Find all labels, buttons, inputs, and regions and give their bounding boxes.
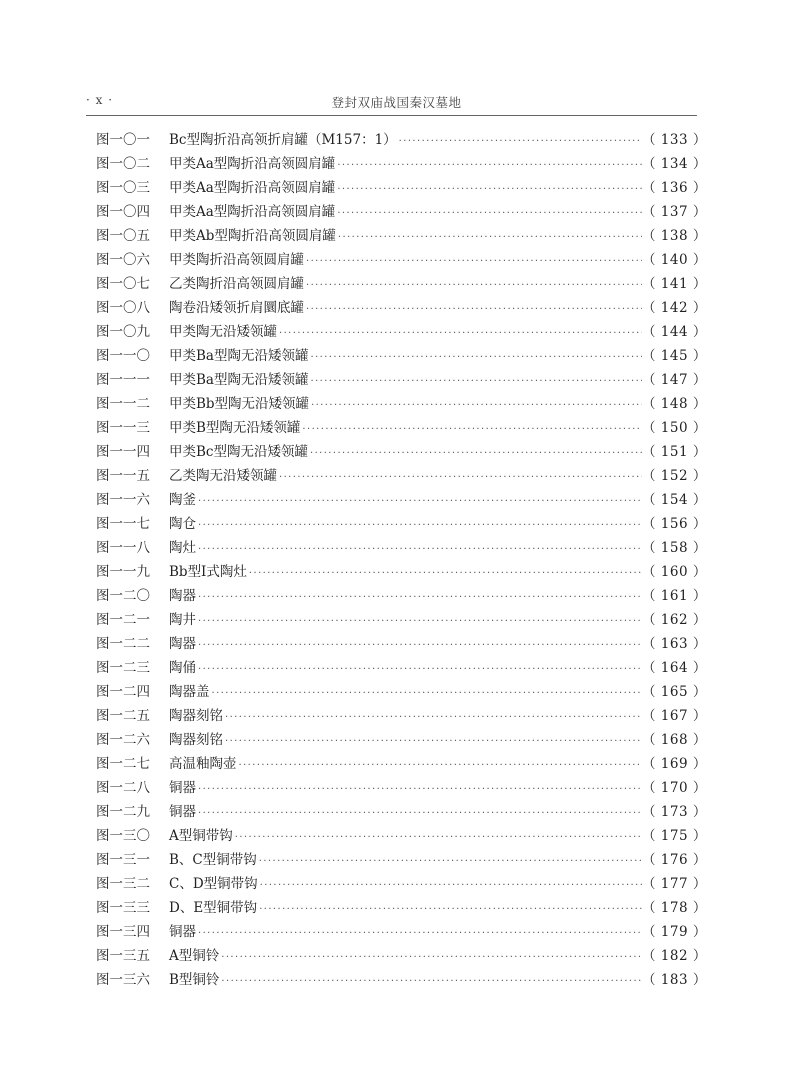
page-number: （ 142 ） [642,300,707,316]
figure-title: 陶器刻铭 [169,708,223,724]
figure-number: 图一〇七 [96,276,150,292]
toc-entry [96,752,707,776]
toc-entry [96,272,707,296]
figure-number: 图一〇五 [96,228,150,244]
figure-number: 图一三四 [96,924,150,940]
figure-title: 陶井 [169,612,196,628]
figure-title: 陶俑 [169,660,196,676]
page-number: （ 134 ） [642,156,707,172]
toc-entry [96,320,707,344]
page-number: （ 164 ） [642,660,707,676]
figure-title: 陶仓 [169,516,196,532]
dot-leader [306,274,642,298]
page-number: （ 176 ） [642,852,707,868]
figure-title: 陶器 [169,636,196,652]
toc-entry [96,944,707,968]
page-number: （ 160 ） [642,564,707,580]
page-number: （ 136 ） [642,180,707,196]
figure-number: 图一三三 [96,900,150,916]
dot-leader [279,322,642,346]
figure-title: 甲类Ba型陶无沿矮领罐 [169,348,309,364]
figure-title: 甲类B型陶无沿矮领罐 [169,420,301,436]
dot-leader [279,466,642,490]
figure-number: 图一〇四 [96,204,150,220]
page-number: （ 138 ） [642,228,707,244]
figure-number: 图一一七 [96,516,150,532]
figure-number: 图一一八 [96,540,150,556]
dot-leader [221,970,642,994]
figure-number: 图一一二 [96,396,150,412]
dot-leader [198,610,642,634]
figure-number: 图一二二 [96,636,150,652]
page-number: （ 148 ） [642,396,707,412]
dot-leader [260,874,642,898]
toc-entry [96,824,707,848]
page-number: （ 141 ） [642,276,707,292]
figure-title: B型铜铃 [169,972,220,988]
figure-number: 图一〇九 [96,324,150,340]
toc-entry [96,224,707,248]
page-number: （ 140 ） [642,252,707,268]
toc-entry [96,560,707,584]
page-number: （ 147 ） [642,372,707,388]
figure-title: 陶器盖 [169,684,210,700]
toc-entry [96,704,707,728]
toc-entry [96,896,707,920]
toc-entry [96,632,707,656]
dot-leader [198,922,642,946]
figure-title: 陶灶 [169,540,196,556]
dot-leader [198,778,642,802]
page-number: （ 133 ） [642,132,707,148]
toc-entry [96,152,707,176]
figure-number: 图一二九 [96,804,150,820]
page-number: （ 150 ） [642,420,707,436]
dot-leader [198,538,642,562]
figure-number: 图一二一 [96,612,150,628]
figure-title: 甲类Bc型陶无沿矮领罐 [169,444,308,460]
figure-number: 图一二六 [96,732,150,748]
page-number: （ 151 ） [642,444,707,460]
toc-entry [96,776,707,800]
figure-number: 图一〇六 [96,252,150,268]
figure-title: 陶器刻铭 [169,732,223,748]
dot-leader [399,130,642,154]
page-marker: · x · [86,93,114,107]
page-number: （ 161 ） [642,588,707,604]
figure-title: D、E型铜带钩 [169,900,258,916]
figure-list [96,128,707,992]
figure-number: 图一三〇 [96,828,150,844]
figure-title: 铜器 [169,804,196,820]
figure-title: 陶器 [169,588,196,604]
running-title: 登封双庙战国秦汉墓地 [331,95,462,110]
figure-number: 图一三二 [96,876,150,892]
figure-number: 图一〇三 [96,180,150,196]
dot-leader [306,250,642,274]
figure-number: 图一二〇 [96,588,150,604]
toc-entry [96,368,707,392]
figure-title: Bc型陶折沿高领折肩罐（M157：1） [169,132,397,148]
page-number: （ 179 ） [642,924,707,940]
toc-entry [96,392,707,416]
page-number: （ 154 ） [642,492,707,508]
figure-number: 图一二四 [96,684,150,700]
page-number: （ 167 ） [642,708,707,724]
dot-leader [310,370,642,394]
figure-number: 图一〇二 [96,156,150,172]
dot-leader [198,490,642,514]
dot-leader [225,730,642,754]
toc-entry [96,344,707,368]
dot-leader [221,946,642,970]
page-number: （ 162 ） [642,612,707,628]
dot-leader [338,226,642,250]
toc-entry [96,872,707,896]
page-number: （ 168 ） [642,732,707,748]
page-number: （ 182 ） [642,948,707,964]
dot-leader [198,658,642,682]
dot-leader [198,514,642,538]
dot-leader [198,634,642,658]
toc-entry [96,848,707,872]
figure-number: 图一一三 [96,420,150,436]
dot-leader [259,898,642,922]
figure-number: 图一三五 [96,948,150,964]
toc-entry [96,608,707,632]
toc-entry [96,464,707,488]
figure-number: 图一二七 [96,756,150,772]
toc-entry [96,488,707,512]
page-number: （ 144 ） [642,324,707,340]
dot-leader [310,442,642,466]
page-number: （ 169 ） [642,756,707,772]
figure-title: B、C型铜带钩 [169,852,257,868]
figure-title: 陶釜 [169,492,196,508]
figure-number: 图一三一 [96,852,150,868]
figure-title: 陶卷沿矮领折肩圜底罐 [169,300,304,316]
figure-title: 高温釉陶壶 [169,756,237,772]
figure-title: 铜器 [169,780,196,796]
dot-leader [239,754,643,778]
page-number: （ 158 ） [642,540,707,556]
figure-title: 甲类陶无沿矮领罐 [169,324,277,340]
page-number: （ 173 ） [642,804,707,820]
toc-entry [96,248,707,272]
dot-leader [302,418,642,442]
toc-entry [96,968,707,992]
toc-entry [96,680,707,704]
figure-title: 乙类陶无沿矮领罐 [169,468,277,484]
dot-leader [310,346,642,370]
figure-number: 图一〇一 [96,132,150,148]
figure-title: C、D型铜带钩 [169,876,258,892]
toc-entry [96,512,707,536]
toc-entry [96,728,707,752]
page-number: （ 163 ） [642,636,707,652]
toc-entry [96,920,707,944]
dot-leader [212,682,643,706]
dot-leader [249,562,642,586]
dot-leader [311,394,642,418]
figure-number: 图一一六 [96,492,150,508]
header-rule [86,115,697,116]
figure-number: 图一一一 [96,372,150,388]
toc-entry [96,296,707,320]
dot-leader [337,154,642,178]
figure-number: 图一一五 [96,468,150,484]
figure-title: 甲类Ab型陶折沿高领圆肩罐 [169,228,336,244]
figure-title: 甲类Aa型陶折沿高领圆肩罐 [169,156,336,172]
figure-title: 甲类Aa型陶折沿高领圆肩罐 [169,204,336,220]
toc-entry [96,440,707,464]
figure-title: 甲类陶折沿高领圆肩罐 [169,252,304,268]
dot-leader [306,298,642,322]
toc-entry [96,176,707,200]
toc-entry [96,800,707,824]
dot-leader [198,802,642,826]
figure-number: 图一一〇 [96,348,150,364]
figure-title: 甲类Ba型陶无沿矮领罐 [169,372,309,388]
dot-leader [235,826,642,850]
figure-title: 乙类陶折沿高领圆肩罐 [169,276,304,292]
figure-title: 甲类Bb型陶无沿矮领罐 [169,396,310,412]
figure-title: Bb型Ⅰ式陶灶 [169,564,247,580]
toc-entry [96,584,707,608]
figure-number: 图一一四 [96,444,150,460]
page-number: （ 165 ） [642,684,707,700]
page-number: （ 170 ） [642,780,707,796]
page-number: （ 177 ） [642,876,707,892]
figure-title: 铜器 [169,924,196,940]
figure-number: 图一一九 [96,564,150,580]
page-number: （ 183 ） [642,972,707,988]
page-number: （ 156 ） [642,516,707,532]
figure-number: 图一二三 [96,660,150,676]
toc-entry [96,536,707,560]
dot-leader [337,178,642,202]
toc-entry [96,128,707,152]
dot-leader [259,850,642,874]
dot-leader [198,586,642,610]
figure-number: 图一三六 [96,972,150,988]
figure-number: 图一〇八 [96,300,150,316]
toc-entry [96,416,707,440]
figure-title: A型铜带钩 [169,828,233,844]
page-number: （ 137 ） [642,204,707,220]
toc-entry [96,656,707,680]
page-number: （ 175 ） [642,828,707,844]
toc-entry [96,200,707,224]
dot-leader [225,706,642,730]
dot-leader [337,202,642,226]
figure-number: 图一二五 [96,708,150,724]
figure-title: A型铜铃 [169,948,220,964]
figure-number: 图一二八 [96,780,150,796]
page-number: （ 178 ） [642,900,707,916]
figure-title: 甲类Aa型陶折沿高领圆肩罐 [169,180,336,196]
page-number: （ 152 ） [642,468,707,484]
page-number: （ 145 ） [642,348,707,364]
